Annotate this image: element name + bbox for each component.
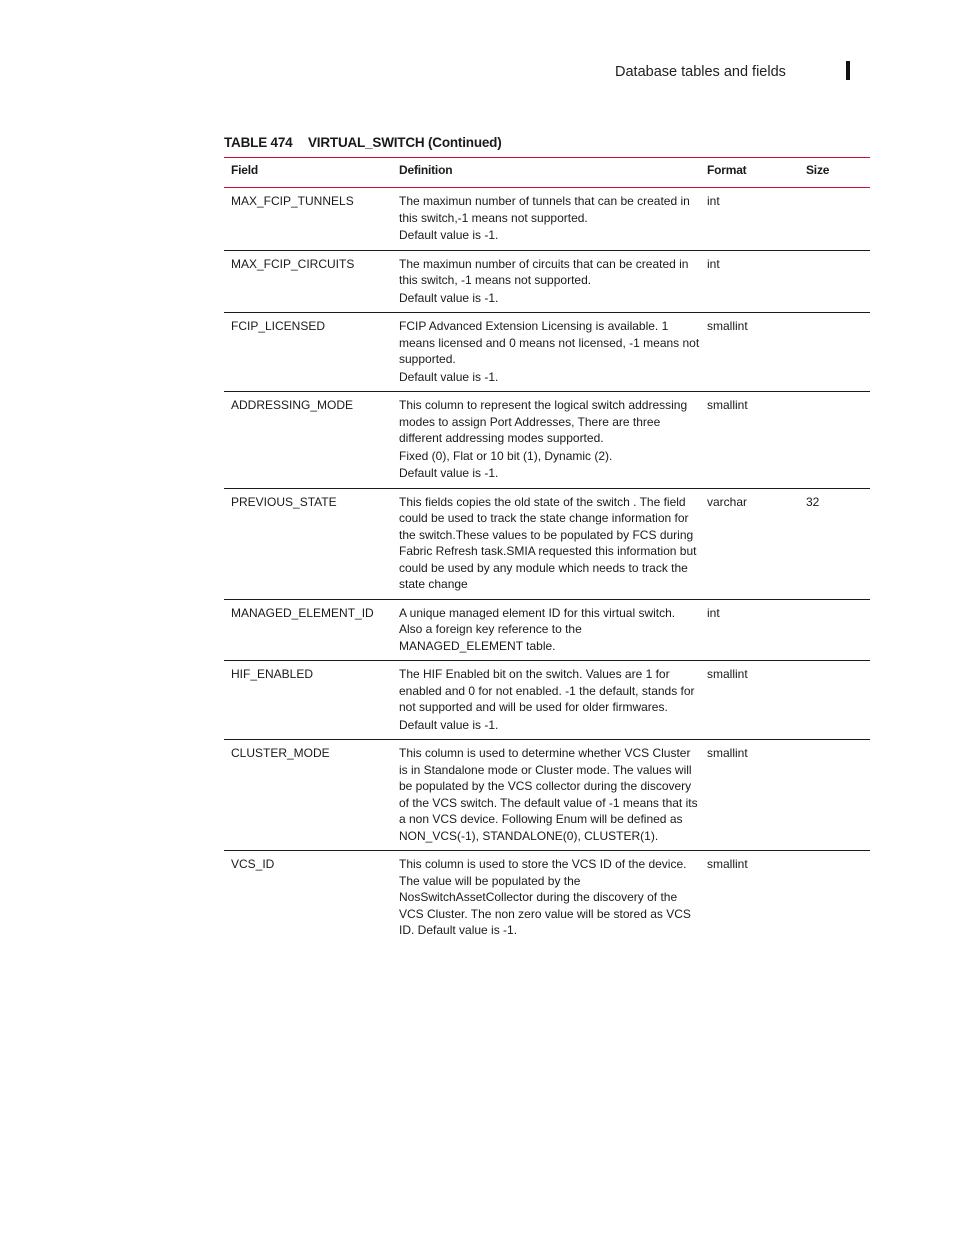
cell-format: int [707,194,720,208]
cell-size [800,745,870,844]
definition-paragraph: Default value is -1. [399,369,499,384]
cell-definition [392,193,701,244]
cell-definition [392,494,701,593]
table-row [224,851,870,945]
cell-field: MAX_FCIP_TUNNELS [231,194,354,208]
virtual-switch-table [224,157,870,945]
cell-format: int [707,605,720,620]
cell-definition [392,256,701,307]
table-row [224,251,870,314]
definition-paragraph: The maximun number of tunnels that can be created in this switch,-1 means not supported. [399,194,690,225]
cell-size [800,397,870,482]
cell-field: ADDRESSING_MODE [231,398,354,412]
cell-definition [392,666,701,733]
definition-paragraph: Default value is -1. [399,717,499,732]
column-header-format: Format [707,163,747,177]
definition-paragraph: FCIP Advanced Extension Licensing is available. 1 means licensed and 0 means not licensed, -1 means not supported. [399,319,700,366]
column-header-field: Field [231,163,259,177]
table-number: TABLE 474 [224,135,293,150]
definition-paragraph: The HIF Enabled bit on the switch. Values are 1 for enabled and 0 for not enabled. -1 the default, stands for not supported and will be used for older firmwares. [399,667,695,714]
table-title: VIRTUAL_SWITCH (Continued) [308,135,502,150]
table-row [224,188,870,251]
cell-format: smallint [707,398,748,412]
cell-size [800,856,870,939]
cell-field: VCS_ID [231,857,275,871]
definition-paragraph: Fixed (0), Flat or 10 bit (1), Dynamic (2). [399,448,613,463]
column-header-size: Size [806,163,830,177]
cell-field: HIF_ENABLED [231,667,314,681]
table-row [224,740,870,851]
definition-paragraph: A unique managed element ID for this virtual switch. Also a foreign key reference to the MANAGED_ELEMENT table. [399,605,676,653]
cell-size [800,605,870,655]
header-margin-bar [846,61,850,80]
table-body [224,188,870,945]
definition-paragraph: Default value is -1. [399,290,499,305]
cell-size [800,256,870,307]
column-header-definition: Definition [399,163,453,177]
cell-field: MAX_FCIP_CIRCUITS [231,256,355,271]
cell-format: smallint [707,319,748,333]
table-row [224,392,870,489]
table-row [224,661,870,740]
cell-definition [392,856,701,939]
cell-size: 32 [806,494,820,509]
cell-definition [392,318,701,385]
table-row [224,313,870,392]
cell-definition [392,605,701,655]
definition-paragraph: Default value is -1. [399,228,499,242]
cell-size [800,666,870,733]
definition-paragraph: This column is used to determine whether VCS Cluster is in Standalone mode or Cluster mode. The values will be populated by the VCS collector during the discovery of the VCS switch. The default value of -1 means that its a non VCS device. Following Enum will be defined as NON_VCS(-1), STANDALONE(0), CLUSTER(1). [399,746,698,843]
cell-field: FCIP_LICENSED [231,319,326,333]
cell-field: PREVIOUS_STATE [231,494,337,509]
definition-paragraph: Default value is -1. [399,466,499,480]
cell-format: smallint [707,857,748,871]
cell-field: CLUSTER_MODE [231,746,330,760]
cell-format: smallint [707,746,748,760]
cell-definition [392,397,701,482]
definition-paragraph: The maximun number of circuits that can be created in this switch, -1 means not supported. [399,256,689,287]
definition-paragraph: This column to represent the logical switch addressing modes to assign Port Addresses, There are three different addressing modes supported. [399,398,688,445]
cell-format: varchar [707,494,748,509]
table-header-row [224,158,870,188]
table-caption [224,135,502,150]
cell-field: MANAGED_ELEMENT_ID [231,605,374,620]
definition-paragraph: This fields copies the old state of the switch . The field could be used to track the state change information for the switch.These values to be populated by FCS during Fabric Refresh task.SMIA requested this information but could be used by any module which needs to track the state change [399,494,697,591]
running-header-title: Database tables and fields [615,64,786,80]
cell-format: int [707,256,720,271]
cell-format: smallint [707,667,748,681]
cell-size [800,193,870,244]
definition-paragraph: This column is used to store the VCS ID of the device. The value will be populated by the NosSwitchAssetCollector during the discovery of the VCS Cluster. The non zero value will be stored as VCS ID. Default value is -1. [399,857,691,937]
table-row [224,600,870,662]
cell-definition [392,745,701,844]
table-row [224,489,870,600]
cell-size [800,318,870,385]
